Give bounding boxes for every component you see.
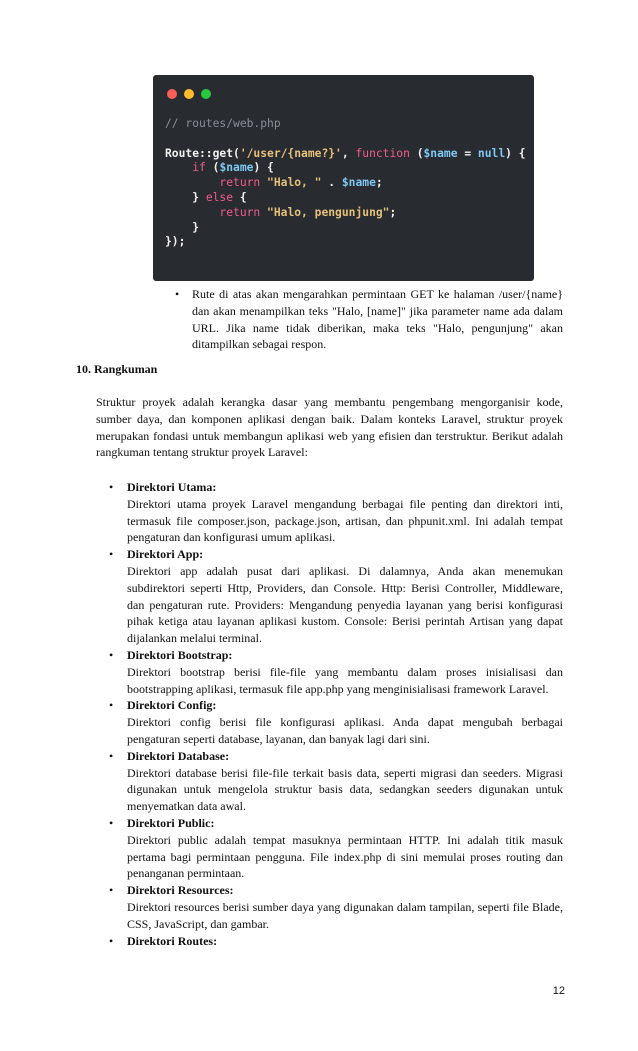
code-line bbox=[165, 176, 526, 191]
directory-title: Direktori App: bbox=[127, 547, 204, 562]
code-block bbox=[165, 117, 526, 250]
section-heading: 10. Rangkuman bbox=[76, 362, 158, 376]
directory-title: Direktori Bootstrap: bbox=[127, 647, 233, 662]
code-line bbox=[165, 235, 526, 250]
code-token: if bbox=[192, 161, 206, 175]
code-token: $name bbox=[219, 161, 254, 175]
route-description-text: Rute di atas akan mengarahkan permintaan GET ke halaman /user/{name} dan akan menampilkan teks "Halo, [name]" jika parameter name ada dalam URL. Jika name tidak diberikan, maka teks "Halo, pengunjung" akan ditampilkan sebagai respon. bbox=[192, 287, 563, 352]
bullet-icon: • bbox=[109, 547, 114, 562]
code-line bbox=[165, 147, 526, 162]
code-token: return bbox=[219, 176, 261, 190]
code-token: . bbox=[321, 176, 342, 190]
directory-item bbox=[109, 697, 563, 747]
directory-item bbox=[109, 933, 563, 950]
code-token: ; bbox=[375, 176, 383, 190]
maximize-dot-icon bbox=[201, 89, 211, 99]
code-token: = bbox=[457, 146, 478, 160]
code-line bbox=[165, 132, 526, 147]
code-token bbox=[165, 206, 219, 219]
directory-description: Direktori resources berisi sumber daya yang digunakan dalam tampilan, seperti file Blade, CSS, JavaScript, dan gambar. bbox=[127, 899, 563, 931]
bullet-icon: • bbox=[109, 480, 114, 494]
code-token: ) { bbox=[253, 161, 274, 175]
directory-title: Direktori Public: bbox=[127, 815, 215, 830]
directory-title: Direktori Routes: bbox=[127, 933, 218, 948]
directory-description: Direktori app adalah pusat dari aplikasi. Di dalamnya, Anda akan menemukan subdirektori seperti Http, Providers, dan Console. Http: Berisi Controller, Middleware, dan pengaturan rute. Providers: Mengandung penyedia layanan yang berisi konfigurasi pihak ketiga atau layanan aplikasi kustom. Console: Berisi perintah Artisan yang dapat dijalankan melalui terminal. bbox=[127, 563, 563, 646]
code-token: else bbox=[205, 190, 234, 204]
code-line bbox=[165, 221, 526, 236]
bullet-icon: • bbox=[175, 287, 180, 301]
code-token: ( bbox=[409, 146, 424, 160]
bullet-icon: • bbox=[109, 698, 114, 713]
bullet-icon: • bbox=[109, 748, 114, 763]
bullet-icon: • bbox=[109, 883, 114, 898]
route-description-item bbox=[175, 286, 563, 353]
bullet-icon: • bbox=[109, 647, 114, 662]
code-token: , bbox=[341, 146, 356, 160]
directory-description: Direktori config berisi file konfigurasi aplikasi. Anda dapat mengubah berbagai pengaturan seperti database, layanan, dan banyak lagi dari sini. bbox=[127, 715, 563, 746]
directory-description: Direktori bootstrap berisi file-file yang membantu dalam proses inisialisasi dan bootstrapping aplikasi, termasuk file app.php yang menginisialisasi framework Laravel. bbox=[127, 664, 563, 696]
directory-description: Direktori public adalah tempat masuknya permintaan HTTP. Ini adalah titik masuk pertama bagi permintaan pengguna. File index.php di sini memulai proses routing dan penanganan permintaan. bbox=[127, 832, 563, 881]
code-token bbox=[165, 161, 192, 174]
code-line bbox=[165, 191, 526, 206]
minimize-dot-icon bbox=[184, 89, 194, 99]
directory-description: Direktori utama proyek Laravel mengandung berbagai file penting dan direktori inti, termasuk file composer.json, package.json, artisan, dan phpunit.xml. Ini adalah tempat pengaturan dan konfigurasi umum aplikasi. bbox=[127, 496, 563, 545]
directory-item bbox=[109, 748, 563, 815]
directory-item bbox=[109, 882, 563, 932]
directory-title: Direktori Resources: bbox=[127, 883, 234, 898]
directory-item bbox=[109, 815, 563, 882]
code-line bbox=[165, 206, 526, 221]
code-token: null bbox=[477, 146, 506, 160]
code-line bbox=[165, 161, 526, 176]
code-token: } bbox=[165, 190, 206, 204]
code-token: $name bbox=[341, 176, 376, 190]
directory-list bbox=[109, 479, 563, 949]
code-token: "Halo, pengunjung" bbox=[267, 205, 390, 219]
directory-title: Direktori Config: bbox=[127, 698, 217, 713]
code-token: ) { bbox=[505, 146, 526, 160]
code-token: '/user/{name?}' bbox=[239, 146, 342, 160]
code-token: // routes/web.php bbox=[165, 117, 281, 130]
code-snippet-card bbox=[153, 75, 534, 281]
bullet-icon: • bbox=[109, 933, 114, 948]
bullet-icon: • bbox=[109, 815, 114, 830]
code-token: $name bbox=[423, 146, 458, 160]
code-token: "Halo, " bbox=[267, 176, 322, 190]
page-number: 12 bbox=[552, 985, 565, 997]
code-token: ; bbox=[389, 205, 397, 219]
code-token: { bbox=[233, 190, 247, 204]
section-intro: Struktur proyek adalah kerangka dasar yang membantu pengembang mengorganisir kode, sumber daya, dan komponen aplikasi dengan baik. Dalam konteks Laravel, struktur proyek merupakan fondasi untuk membangun aplikasi web yang efisien dan terstruktur. Berikut adalah rangkuman tentang struktur proyek Laravel: bbox=[96, 395, 563, 460]
directory-title: Direktori Utama: bbox=[127, 480, 217, 494]
code-token: Route::get( bbox=[165, 146, 240, 160]
directory-title: Direktori Database: bbox=[127, 748, 230, 763]
directory-description: Direktori database berisi file-file terkait basis data, seperti migrasi dan seeders. Migrasi digunakan untuk mengelola struktur basis data, sedangkan seeders digunakan untuk menyematkan data awal. bbox=[127, 765, 563, 814]
code-token: return bbox=[219, 205, 261, 219]
code-token: function bbox=[355, 146, 410, 160]
window-controls bbox=[167, 89, 211, 99]
code-token: } bbox=[165, 220, 200, 234]
directory-item bbox=[109, 546, 563, 647]
directory-item bbox=[109, 479, 563, 546]
code-token: }); bbox=[165, 235, 186, 249]
code-token: ( bbox=[205, 161, 220, 175]
directory-item bbox=[109, 647, 563, 697]
code-token bbox=[165, 176, 219, 189]
code-line bbox=[165, 117, 526, 132]
close-dot-icon bbox=[167, 89, 177, 99]
